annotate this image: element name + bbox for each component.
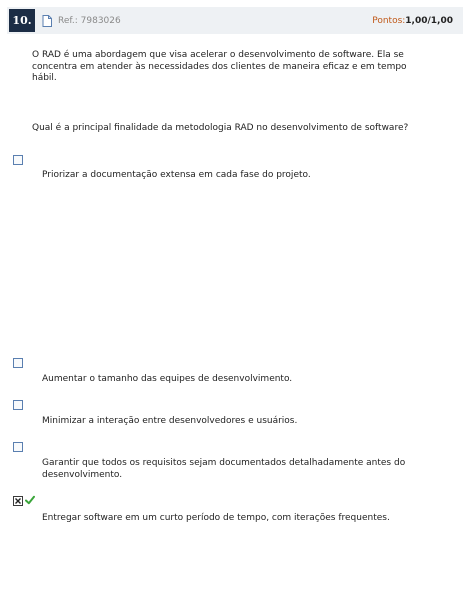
option-3-checkbox[interactable] [13, 400, 23, 410]
option-1-checkbox[interactable] [13, 155, 23, 165]
option-4-text: Garantir que todos os requisitos sejam documentados detalhadamente antes do desenvolvimento. [42, 458, 406, 480]
option-2-checkbox[interactable] [13, 358, 23, 368]
points-value: 1,00/1,00 [405, 15, 453, 26]
points-display [372, 16, 453, 26]
option-2-text: Aumentar o tamanho das equipes de desenvolvimento. [42, 374, 293, 384]
question-ref: Ref.: 7983026 [58, 15, 121, 26]
option-3-text: Minimizar a interação entre desenvolvedores e usuários. [42, 416, 298, 426]
points-label: Pontos: [372, 15, 406, 26]
question-number-badge: 10. [9, 9, 35, 32]
question-prompt: Qual é a principal finalidade da metodologia RAD no desenvolvimento de software? [32, 123, 409, 133]
option-1-text: Priorizar a documentação extensa em cada fase do projeto. [42, 170, 311, 180]
question-header [7, 7, 463, 34]
option-5-checkbox[interactable] [13, 496, 23, 506]
question-statement: O RAD é uma abordagem que visa acelerar o desenvolvimento de software. Ela se concentra em atender às necessidades dos clientes de maneira eficaz e em tempo hábil. [32, 50, 407, 83]
option-4-checkbox[interactable] [13, 442, 23, 452]
document-icon[interactable] [41, 14, 53, 28]
x-mark-icon [14, 497, 22, 505]
option-5-text: Entregar software em um curto período de tempo, com iterações frequentes. [42, 513, 390, 523]
correct-check-icon [25, 495, 35, 505]
